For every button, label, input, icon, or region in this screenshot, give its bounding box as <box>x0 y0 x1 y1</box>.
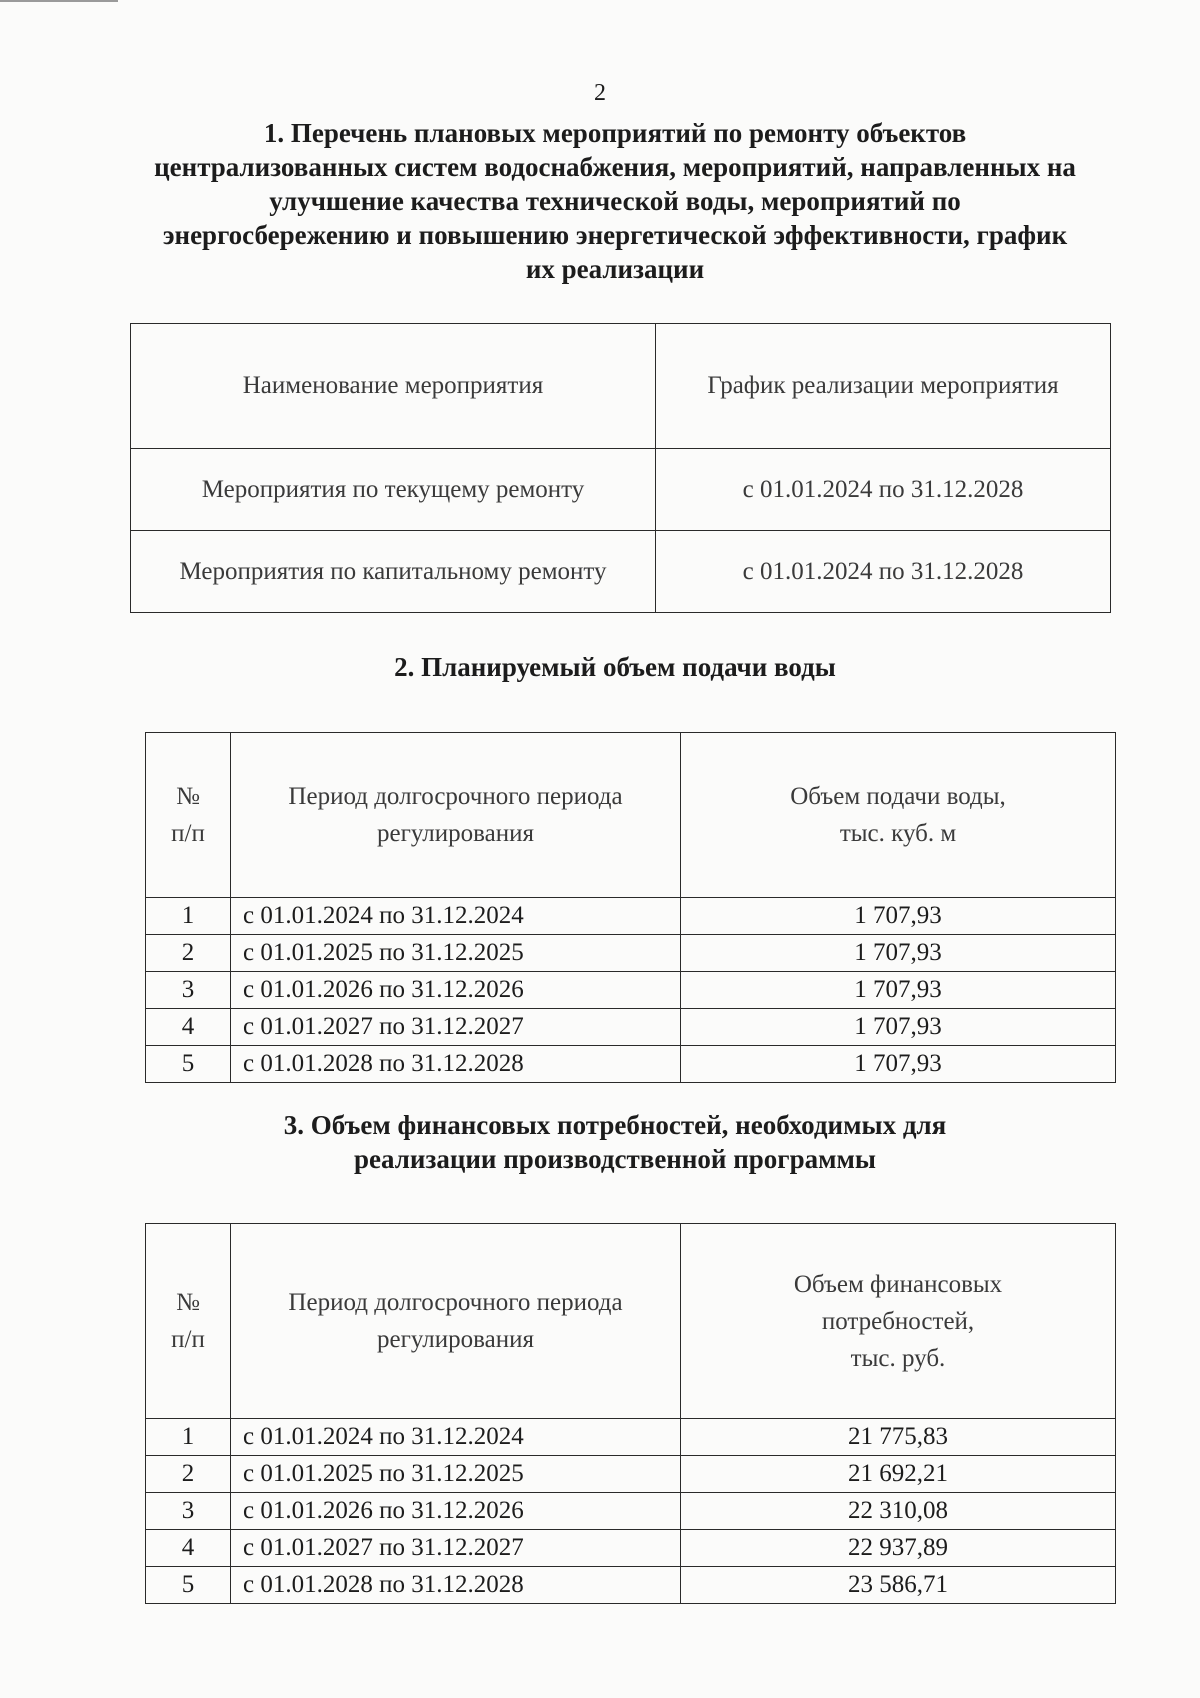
value-cell: 1 707,93 <box>681 935 1116 972</box>
table-header-row <box>146 1224 1116 1419</box>
period-cell: с 01.01.2025 по 31.12.2025 <box>231 935 681 972</box>
section1-title-line: централизованных систем водоснабжения, мероприятий, направленных на <box>154 152 1076 182</box>
period-cell: с 01.01.2028 по 31.12.2028 <box>231 1567 681 1604</box>
header-water-volume <box>681 733 1116 898</box>
row-num-cell: 1 <box>146 1419 231 1456</box>
water-supply-volume-table <box>145 732 1116 1083</box>
header-line: Период долгосрочного периода <box>288 783 623 810</box>
section1-title-line: улучшение качества технической воды, мероприятий по <box>269 186 961 216</box>
table-row <box>146 1046 1116 1083</box>
period-cell: с 01.01.2025 по 31.12.2025 <box>231 1456 681 1493</box>
period-cell: с 01.01.2027 по 31.12.2027 <box>231 1009 681 1046</box>
header-line: тыс. руб. <box>850 1344 946 1372</box>
header-num <box>146 1224 231 1419</box>
row-num-cell: 4 <box>146 1009 231 1046</box>
event-name-cell: Мероприятия по капитальному ремонту <box>131 531 656 613</box>
header-line: Объем подачи воды, <box>790 783 1006 810</box>
row-num-cell: 1 <box>146 898 231 935</box>
row-num-cell: 4 <box>146 1530 231 1567</box>
section1-title-line: их реализации <box>525 254 705 284</box>
table-row <box>146 1530 1116 1567</box>
header-period <box>231 1224 681 1419</box>
value-cell: 1 707,93 <box>681 972 1116 1009</box>
period-cell: с 01.01.2026 по 31.12.2026 <box>231 972 681 1009</box>
row-num-cell: 5 <box>146 1046 231 1083</box>
header-line: регулирования <box>377 1326 534 1353</box>
value-cell: 1 707,93 <box>681 898 1116 935</box>
table-row <box>131 449 1111 531</box>
period-cell: с 01.01.2024 по 31.12.2024 <box>231 1419 681 1456</box>
header-financial-volume <box>681 1224 1116 1419</box>
header-period <box>231 733 681 898</box>
row-num-cell: 3 <box>146 972 231 1009</box>
header-line: № <box>176 1289 200 1316</box>
section3-title-line: реализации производственной программы <box>354 1144 876 1174</box>
value-cell: 22 310,08 <box>681 1493 1116 1530</box>
header-line: потребностей, <box>821 1307 975 1335</box>
schedule-cell: с 01.01.2024 по 31.12.2028 <box>656 449 1111 531</box>
value-cell: 22 937,89 <box>681 1530 1116 1567</box>
period-cell: с 01.01.2028 по 31.12.2028 <box>231 1046 681 1083</box>
table-row <box>146 898 1116 935</box>
section1-title-line: 1. Перечень плановых мероприятий по ремонту объектов <box>263 118 967 148</box>
row-num-cell: 3 <box>146 1493 231 1530</box>
value-cell: 1 707,93 <box>681 1046 1116 1083</box>
table-row <box>146 1419 1116 1456</box>
header-num <box>146 733 231 898</box>
period-cell: с 01.01.2024 по 31.12.2024 <box>231 898 681 935</box>
period-cell: с 01.01.2027 по 31.12.2027 <box>231 1530 681 1567</box>
table-row <box>146 935 1116 972</box>
schedule-cell: с 01.01.2024 по 31.12.2028 <box>656 531 1111 613</box>
section2-title-line: 2. Планируемый объем подачи воды <box>394 652 836 682</box>
value-cell: 1 707,93 <box>681 1009 1116 1046</box>
section2-title <box>120 650 1110 684</box>
event-name-cell: Мероприятия по текущему ремонту <box>131 449 656 531</box>
value-cell: 21 692,21 <box>681 1456 1116 1493</box>
table-row <box>146 1009 1116 1046</box>
table-row <box>146 1456 1116 1493</box>
table-row <box>146 1493 1116 1530</box>
scan-edge-mark <box>0 0 118 2</box>
table-header-row <box>146 733 1116 898</box>
header-event-name: Наименование мероприятия <box>131 324 656 449</box>
financial-needs-table <box>145 1223 1116 1604</box>
section1-title-line: энергосбережению и повышению энергетической эффективности, график <box>162 220 1068 250</box>
value-cell: 23 586,71 <box>681 1567 1116 1604</box>
period-cell: с 01.01.2026 по 31.12.2026 <box>231 1493 681 1530</box>
table-row <box>146 1567 1116 1604</box>
value-cell: 21 775,83 <box>681 1419 1116 1456</box>
section3-title-line: 3. Объем финансовых потребностей, необходимых для <box>283 1110 947 1140</box>
header-line: п/п <box>171 1326 205 1353</box>
header-line: регулирования <box>377 820 534 847</box>
header-schedule: График реализации мероприятия <box>656 324 1111 449</box>
section1-title <box>120 116 1110 286</box>
header-line: п/п <box>171 820 205 847</box>
header-line: Период долгосрочного периода <box>288 1289 623 1316</box>
row-num-cell: 5 <box>146 1567 231 1604</box>
row-num-cell: 2 <box>146 935 231 972</box>
table-header-row <box>131 324 1111 449</box>
page-number: 2 <box>594 80 606 106</box>
row-num-cell: 2 <box>146 1456 231 1493</box>
table-row <box>131 531 1111 613</box>
header-line: тыс. куб. м <box>839 820 957 847</box>
section3-title <box>120 1108 1110 1176</box>
header-line: Объем финансовых <box>793 1270 1003 1298</box>
header-line: № <box>176 783 200 810</box>
events-schedule-table <box>130 323 1111 613</box>
table-row <box>146 972 1116 1009</box>
